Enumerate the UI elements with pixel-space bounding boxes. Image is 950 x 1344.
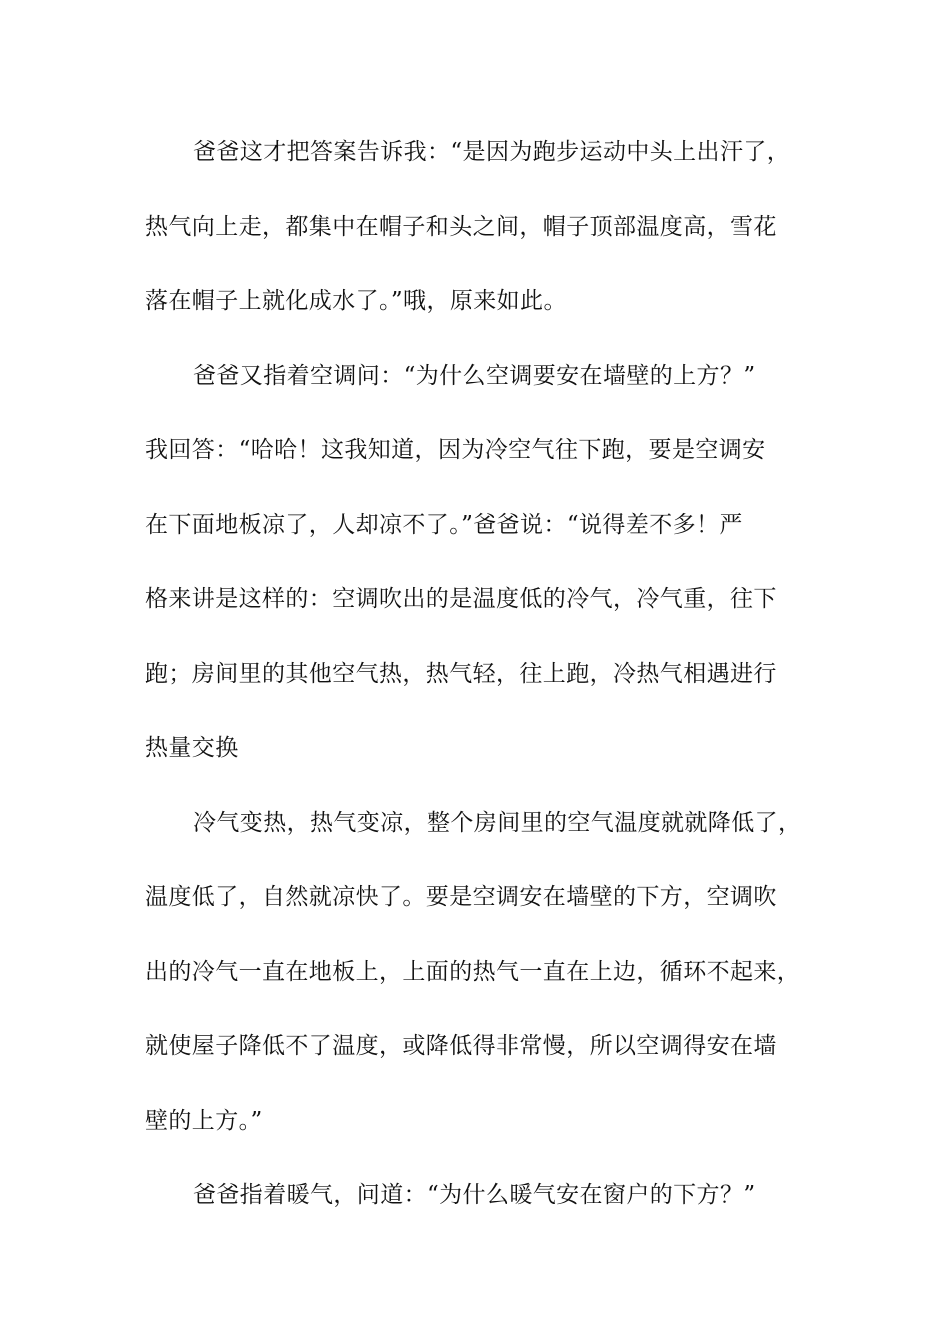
text-line: 热气向上走，都集中在帽子和头之间，帽子顶部温度高，雪花	[145, 214, 777, 240]
text-line: 热量交换	[145, 735, 239, 761]
text-line: 我回答：“哈哈！这我知道，因为冷空气往下跑，要是空调安	[145, 437, 766, 463]
text-line: 跑；房间里的其他空气热，热气轻，往上跑，冷热气相遇进行	[145, 661, 777, 687]
text-line: 壁的上方。”	[145, 1108, 263, 1134]
text-line: 格来讲是这样的：空调吹出的是温度低的冷气，冷气重，往下	[145, 586, 777, 612]
text-line: 在下面地板凉了，人却凉不了。”爸爸说：“说得差不多！严	[145, 512, 743, 538]
text-line: 爸爸又指着空调问：“为什么空调要安在墙壁的上方？”	[193, 363, 756, 389]
text-line: 爸爸指着暖气，问道：“为什么暖气安在窗户的下方？”	[193, 1182, 756, 1208]
text-line: 冷气变热，热气变凉，整个房间里的空气温度就就降低了，	[193, 810, 802, 836]
text-line: 爸爸这才把答案告诉我：“是因为跑步运动中头上出汗了，	[193, 139, 791, 165]
text-line: 出的冷气一直在地板上，上面的热气一直在上边，循环不起来，	[145, 959, 801, 985]
text-line: 落在帽子上就化成水了。”哦，原来如此。	[145, 288, 567, 314]
text-line: 温度低了，自然就凉快了。要是空调安在墙壁的下方，空调吹	[145, 884, 777, 910]
text-line: 就使屋子降低不了温度，或降低得非常慢，所以空调得安在墙	[145, 1033, 777, 1059]
